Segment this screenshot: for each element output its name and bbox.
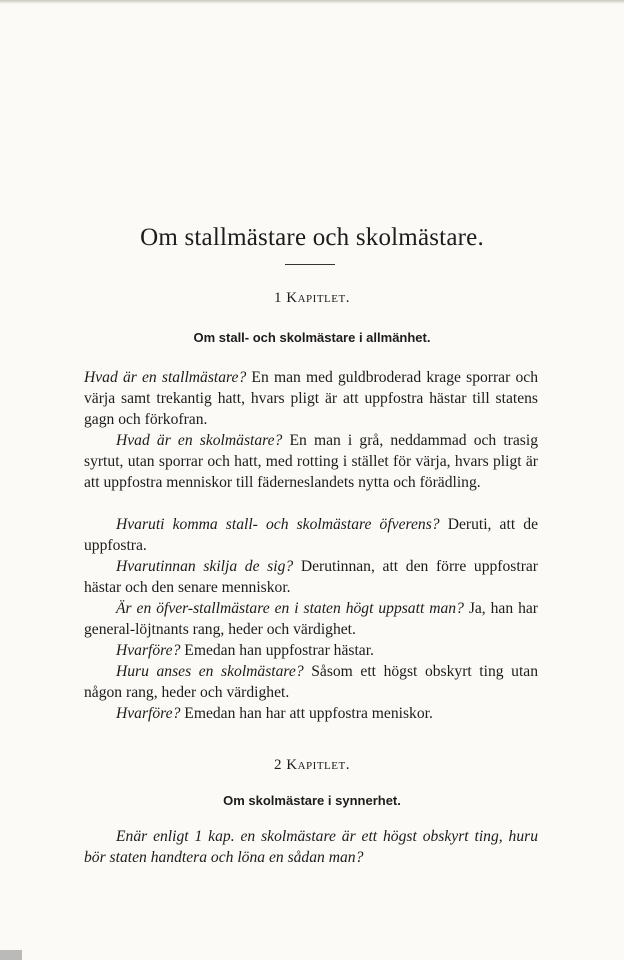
question: Hvad är en skolmästare? (116, 432, 283, 449)
chapter-1-para-6 (84, 640, 538, 661)
question: Är en öfver-stallmästare en i staten högt uppsatt man? (116, 600, 464, 617)
chapter-1-para-5 (84, 598, 538, 640)
answer: En man med guldbroderad krage sporrar och värja samt trekantig hatt, hvars pligt är att uppfostra hästar till statens gagn och förkofran. (84, 369, 538, 428)
question: Hvarföre? (116, 705, 181, 722)
chapter-1-heading: 1 Kapitlet. (274, 290, 350, 306)
answer: Ja, han har general-löjtnants rang, heder och värdighet. (84, 600, 539, 638)
question: Enär enligt 1 kap. en skolmästare är ett högst obskyrt ting, huru bör staten handtera och löna en sådan man? (84, 828, 538, 866)
answer: En man i grå, neddammad och trasig syrtut, utan sporrar och hatt, med rotting i stället för värja, hvars pligt är att uppfostra menniskor till fäderneslandets nytta och förädling. (84, 432, 538, 491)
chapter-1-para-3 (84, 514, 538, 556)
chapter-1-para-7 (84, 661, 538, 703)
question: Hvarföre? (116, 642, 181, 659)
page-title: Om stallmästare och skolmästare. (140, 224, 484, 251)
answer: Deruti, att de uppfostra. (84, 516, 538, 554)
page-top-edge (0, 0, 624, 4)
answer: Emedan han uppfostrar hästar. (180, 642, 374, 659)
chapter-1-para-8 (84, 703, 538, 724)
question: Hvad är en stallmästare? (84, 369, 247, 386)
title-rule (285, 264, 335, 265)
chapter-1-para-4 (84, 556, 538, 598)
chapter-1-para-2 (84, 430, 538, 493)
question: Huru anses en skolmästare? (116, 663, 304, 680)
chapter-2-subtitle: Om skolmästare i synnerhet. (223, 793, 401, 808)
question: Hvaruti komma stall- och skolmästare öfverens? (116, 516, 440, 533)
answer: Emedan han har att uppfostra meniskor. (180, 705, 433, 722)
scan-corner-mark (0, 950, 22, 960)
answer: Såsom ett högst obskyrt ting utan någon rang, heder och värdighet. (84, 663, 538, 701)
answer: Derutinnan, att den förre uppfostrar hästar och den senare menniskor. (84, 558, 538, 596)
chapter-2-heading: 2 Kapitlet. (274, 757, 350, 773)
chapter-2-para-1 (84, 826, 538, 868)
chapter-1-para-1 (84, 367, 538, 430)
question: Hvarutinnan skilja de sig? (116, 558, 294, 575)
chapter-1-subtitle: Om stall- och skolmästare i allmänhet. (193, 330, 431, 345)
